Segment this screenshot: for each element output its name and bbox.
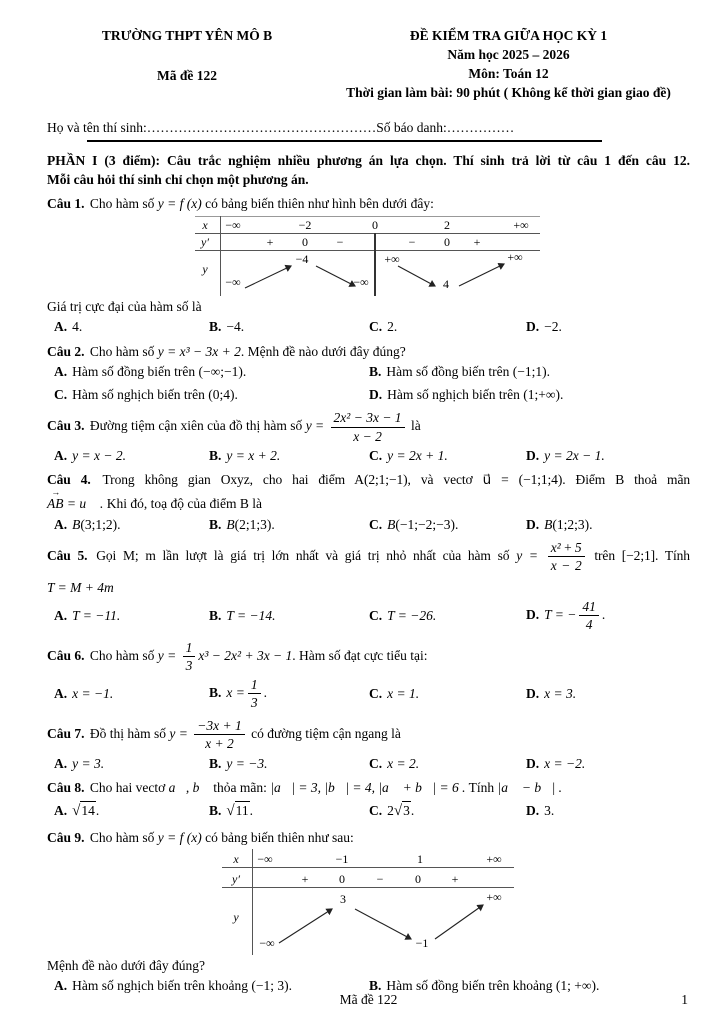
q3-option-d: D. y = 2x − 1. (526, 448, 605, 464)
table-cell: +∞ (513, 218, 529, 233)
q8-option-d: D. 3. (526, 803, 555, 819)
q8-options (47, 801, 690, 822)
q9-question: Mệnh đề nào dưới đây đúng? (47, 957, 206, 973)
question-8 (47, 778, 690, 822)
option-letter: A. (54, 363, 68, 379)
vector-arrow-icon: → (51, 487, 61, 498)
part1-heading-line1: PHẦN I (3 điểm): Câu trắc nghiệm nhiều phương án lựa chọn. Thí sinh trả lời từ câu 1 đến câu 12. (47, 152, 690, 168)
q2-option-c: C. Hàm số nghịch biến trên (0;4). (54, 386, 238, 402)
fraction: $\frac{41}{4}$ (579, 599, 599, 633)
option-letter: A. (54, 319, 68, 335)
question-7 (47, 717, 690, 773)
q9-option-a: A. Hàm số nghịch biến trên khoảng (−1; 3). (54, 977, 292, 993)
option-letter: B. (209, 756, 222, 771)
sqrt-expression: √3 (393, 803, 410, 820)
table-cell: −∞ (259, 935, 275, 950)
fraction: $\frac{\text{x² + 5}}{x - 2}$ (548, 540, 585, 574)
footer-page-number: 1 (681, 992, 688, 1007)
table-cell: −1 (415, 935, 429, 950)
header-divider (87, 140, 602, 142)
table-cell: − (336, 235, 344, 250)
option-letter: C. (369, 319, 383, 335)
fraction: $\frac{-3x + 1}{x + 2}$ (194, 718, 244, 752)
option-letter: B. (209, 803, 222, 819)
fraction: $\frac{\text{2x² − 3x − 1}}{x - 2}$ (331, 410, 405, 444)
q3-options (47, 446, 690, 465)
table-cell: x (233, 851, 239, 866)
duration: Thời gian làm bài: 90 phút ( Không kể thời gian giao đề) (346, 85, 671, 101)
q9-label: Câu 9. (47, 829, 85, 845)
option-letter: C. (369, 756, 383, 771)
part1-heading-line2: Mỗi câu hỏi thí sinh chỉ chọn một phương án. (47, 171, 309, 187)
q5-option-b: B. T = −14. (209, 608, 276, 624)
table-cell: 2 (444, 218, 450, 233)
table-cell: 0 (415, 871, 421, 886)
q4-option-d: D. B(1;2;3). (526, 516, 593, 532)
option-letter: D. (526, 803, 540, 819)
option-letter: C. (369, 516, 383, 532)
q2-option-d: D. Hàm số nghịch biến trên (1;+∞). (369, 386, 564, 402)
fraction: $\frac{1}{3}$ (183, 640, 196, 674)
question-4 (47, 470, 690, 533)
q3-stem: Câu 3. Đường tiệm cận xiên của đồ thị hàm số y = $\frac{\text{2x² − 3x − 1}}{x - 2}$ là (47, 410, 421, 444)
option-letter: B. (209, 516, 222, 532)
table-cell: 0 (372, 218, 378, 233)
q7-options (47, 754, 690, 773)
table-cell: y (233, 909, 239, 924)
q1-stem-post: có bảng biến thiên như hình bên dưới đây: (205, 196, 434, 212)
option-letter: B. (209, 448, 222, 464)
table-cell: −4 (295, 252, 309, 267)
question-6 (47, 639, 690, 712)
table-cell: −∞ (225, 275, 241, 290)
q8-option-b: B. √11. (209, 803, 253, 820)
q4-option-b: B. B(2;1;3). (209, 516, 275, 532)
sqrt-expression: √14 (72, 803, 95, 820)
school-year: Năm học 2025 – 2026 (447, 47, 570, 63)
option-letter: C. (369, 448, 383, 464)
q7-label: Câu 7. (47, 726, 85, 742)
option-letter: C. (54, 386, 68, 402)
option-letter: B. (369, 977, 382, 993)
fraction: $\frac{1}{3}$ (248, 677, 261, 711)
q3-option-a: A. y = x − 2. (54, 448, 126, 464)
q1-option-a: A. 4. (54, 319, 83, 335)
q6-options (47, 676, 690, 712)
table-cell: − (376, 871, 384, 886)
option-letter: D. (526, 606, 540, 622)
option-letter: C. (369, 686, 383, 702)
table-cell: y′ (232, 871, 240, 886)
table-cell: y′ (201, 235, 209, 250)
q4-option-c: C. B(−1;−2;−3). (369, 516, 459, 532)
exam-title: ĐỀ KIỂM TRA GIỮA HỌC KỲ 1 (409, 28, 608, 43)
option-letter: A. (54, 448, 68, 464)
candidate-name-label: Họ và tên thí sinh: (47, 119, 147, 135)
option-letter: A. (54, 686, 68, 702)
q4-label: Câu 4. (47, 472, 91, 488)
q1-option-b: B. −4. (209, 319, 245, 335)
option-letter: A. (54, 608, 68, 624)
variation-arrows (195, 216, 540, 296)
q4-stem-line1: Câu 4. Trong không gian Oxyz, cho hai điểm A(2;1;−1), và vectơ u⃗ = (−1;1;4). Điểm B thoả mãn (47, 472, 690, 488)
page-footer (47, 990, 690, 1008)
option-letter: D. (369, 386, 383, 402)
sqrt-expression: √11 (226, 803, 249, 820)
q5-option-c: C. T = −26. (369, 608, 437, 624)
header-right-block (327, 26, 690, 103)
question-9 (47, 828, 690, 995)
option-letter: C. (369, 608, 383, 624)
exam-code: Mã đề 122 (157, 68, 217, 84)
table-cell: −∞ (257, 851, 273, 866)
table-cell: +∞ (486, 889, 502, 904)
table-cell: + (266, 235, 274, 250)
option-letter: A. (54, 756, 68, 771)
table-cell: −∞ (353, 275, 369, 290)
table-cell: − (408, 235, 416, 250)
q6-option-d: D. x = 3. (526, 686, 577, 702)
q8-stem: Câu 8. Cho hai vectơ a⃗, b⃗ thỏa mãn: |a⃗| = 3, |b⃗| = 4, |a⃗ + b⃗| = 6 . Tính |a⃗ − b⃗| . (47, 780, 563, 796)
q6-stem: Câu 6. Cho hàm số y = $\frac{1}{3}$ x³ − 2x² + 3x − 1. Hàm số đạt cực tiểu tại: (47, 639, 428, 674)
q3-label: Câu 3. (47, 418, 85, 434)
q5-stem-line2: T = M + 4m (47, 579, 114, 595)
subject: Môn: Toán 12 (468, 66, 549, 82)
q5-options (47, 598, 690, 634)
table-cell: −2 (298, 218, 312, 233)
table-cell: + (473, 235, 481, 250)
q1-variation-table (195, 216, 540, 296)
table-cell: 0 (302, 235, 308, 250)
q4-options (47, 515, 690, 534)
q5-label: Câu 5. (47, 547, 88, 563)
q1-options (47, 317, 690, 336)
option-letter: D. (526, 516, 540, 532)
option-letter: D. (526, 686, 540, 702)
question-2 (47, 342, 690, 404)
q1-question: Giá trị cực đại của hàm số là (47, 299, 202, 315)
q9-option-b: B. Hàm số đồng biến trên khoảng (1; +∞). (369, 977, 600, 993)
option-letter: C. (369, 803, 383, 819)
table-cell: + (451, 871, 459, 886)
q8-label: Câu 8. (47, 780, 85, 796)
option-letter: D. (526, 756, 540, 771)
table-cell: 3 (340, 891, 346, 906)
q2-option-b: B. Hàm số đồng biến trên (−1;1). (369, 363, 550, 379)
option-letter: A. (54, 803, 68, 819)
q4-option-a: A. B(3;1;2). (54, 516, 121, 532)
table-cell: +∞ (507, 250, 523, 265)
q6-label: Câu 6. (47, 648, 85, 664)
q3-option-b: B. y = x + 2. (209, 448, 281, 464)
q1-stem-pre: Cho hàm số (89, 196, 155, 212)
q2-options (47, 362, 690, 404)
question-5 (47, 539, 690, 634)
q2-option-a: A. Hàm số đồng biến trên (−∞;−1). (54, 363, 247, 379)
question-3 (47, 409, 690, 465)
q5-stem-line1: Câu 5. Gọi M; m lần lượt là giá trị lớn nhất và giá trị nhỏ nhất của hàm số y = $\frac{\text{x² + 5}}{x - 2}$ trên [−2;1]. Tính (47, 539, 690, 574)
q6-option-a: A. x = −1. (54, 686, 114, 702)
q6-option-b: B. x = $\frac{1}{3}$ . (209, 676, 267, 711)
candidate-line (47, 118, 690, 137)
table-cell: +∞ (384, 252, 400, 267)
option-letter: A. (54, 977, 68, 993)
table-cell: +∞ (486, 851, 502, 866)
table-cell: y (202, 262, 208, 277)
q3-option-c: C. y = 2x + 1. (369, 448, 448, 464)
table-cell: 4 (443, 277, 449, 292)
q1-stem-math: y = f (x) (157, 196, 202, 212)
option-letter: B. (369, 363, 382, 379)
variation-arrows (222, 849, 514, 955)
q9-stem: Câu 9. Cho hàm số y = f (x) có bảng biến thiên như sau: (47, 829, 354, 845)
q8-option-a: A. √14. (54, 803, 100, 820)
q1-option-c: C. 2. (369, 319, 398, 335)
q9-variation-table (222, 849, 514, 955)
option-letter: B. (209, 608, 222, 624)
option-letter: B. (209, 685, 222, 701)
candidate-sbd-label: Số báo danh: (376, 119, 447, 135)
q2-stem: Câu 2. Cho hàm số y = x³ − 3x + 2. Mệnh đề nào dưới đây đúng? (47, 343, 406, 359)
q2-label: Câu 2. (47, 343, 85, 359)
school-name: TRƯỜNG THPT YÊN MÔ B (101, 28, 273, 43)
q7-option-a: A. y = 3. (54, 756, 105, 771)
q5-option-d: D. T = − $\frac{41}{4}$ . (526, 598, 606, 633)
table-cell: x (202, 218, 208, 233)
option-letter: B. (209, 319, 222, 335)
q8-option-c: C. 2√3. (369, 803, 415, 820)
table-cell: 0 (339, 871, 345, 886)
document-header (47, 26, 690, 103)
vector-ab: → AB (47, 487, 64, 512)
option-letter: D. (526, 448, 540, 464)
table-cell: −∞ (225, 218, 241, 233)
option-letter: D. (526, 319, 540, 335)
q7-option-d: D. x = −2. (526, 756, 586, 771)
candidate-name-dots: …………………………………………… (146, 119, 377, 135)
table-cell: −1 (335, 851, 349, 866)
q7-option-c: C. x = 2. (369, 756, 420, 771)
q7-option-b: B. y = −3. (209, 756, 268, 771)
question-1 (47, 194, 690, 336)
q6-option-c: C. x = 1. (369, 686, 420, 702)
table-cell: + (301, 871, 309, 886)
q1-stem (47, 194, 690, 213)
q1-option-d: D. −2. (526, 319, 562, 335)
candidate-sbd-dots: …………… (446, 119, 515, 135)
option-letter: A. (54, 516, 68, 532)
q5-option-a: A. T = −11. (54, 608, 121, 624)
q1-label: Câu 1. (47, 196, 85, 212)
q7-stem: Câu 7. Đồ thị hàm số y = $\frac{-3x + 1}{x + 2}$ có đường tiệm cận ngang là (47, 717, 401, 752)
table-cell: 0 (444, 235, 450, 250)
q4-stem-line2: → AB = u⃗ . Khi đó, toạ độ của điểm B là (47, 494, 690, 513)
footer-exam-code: Mã đề 122 (339, 992, 398, 1007)
header-left-block (47, 26, 327, 103)
table-cell: 1 (417, 851, 423, 866)
